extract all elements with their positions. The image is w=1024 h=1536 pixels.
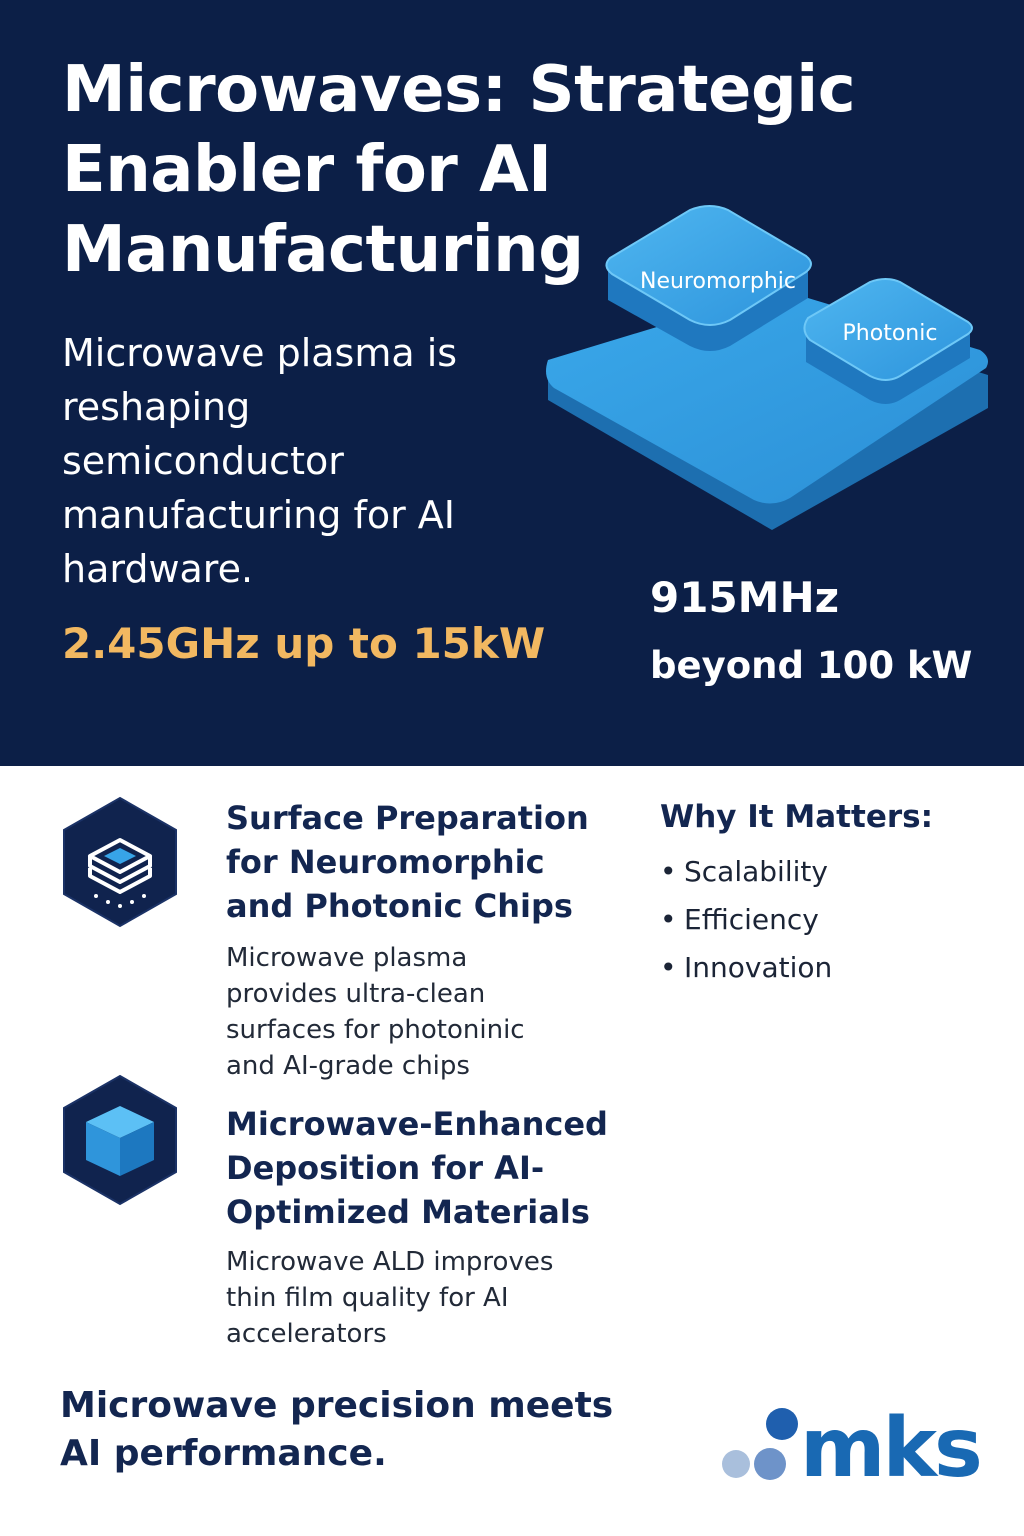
list-item: • Efficiency (660, 903, 819, 936)
why-it-matters-list (660, 848, 832, 992)
page-title: Microwaves: Strategic Enabler for AI Manufacturing (62, 53, 856, 287)
frequency-915mhz: 915MHz (650, 573, 840, 622)
cube-icon (56, 1072, 184, 1208)
photonic-label: Photonic (842, 321, 938, 346)
chip-illustration (540, 200, 1010, 550)
why-it-matters-title: Why It Matters: (660, 799, 933, 835)
tagline: Microwave precision meets AI performance. (60, 1385, 614, 1474)
feature-2-description: Microwave ALD improves thin film quality for AI accelerators (226, 1247, 554, 1349)
list-item: • Scalability (660, 855, 828, 888)
neuromorphic-label: Neuromorphic (639, 269, 797, 294)
feature-1-title: Surface Preparation for Neuromorphic and Photonic Chips (226, 799, 589, 925)
hero-subtitle: Microwave plasma is reshaping semiconductor manufacturing for AI hardware. (62, 331, 458, 591)
mks-logo-wordmark: mks (800, 1401, 980, 1496)
feature-2-title: Microwave-Enhanced Deposition for AI-Optimized Materials (226, 1105, 608, 1231)
layered-chip-icon (56, 794, 184, 930)
hero-section (0, 0, 1024, 766)
frequency-915mhz-power: beyond 100 kW (650, 644, 973, 687)
feature-1-description: Microwave plasma provides ultra-clean surfaces for photoninic and AI-grade chips (226, 943, 525, 1081)
list-item: • Innovation (660, 951, 833, 984)
frequency-2-45ghz: 2.45GHz up to 15kW (62, 619, 546, 668)
